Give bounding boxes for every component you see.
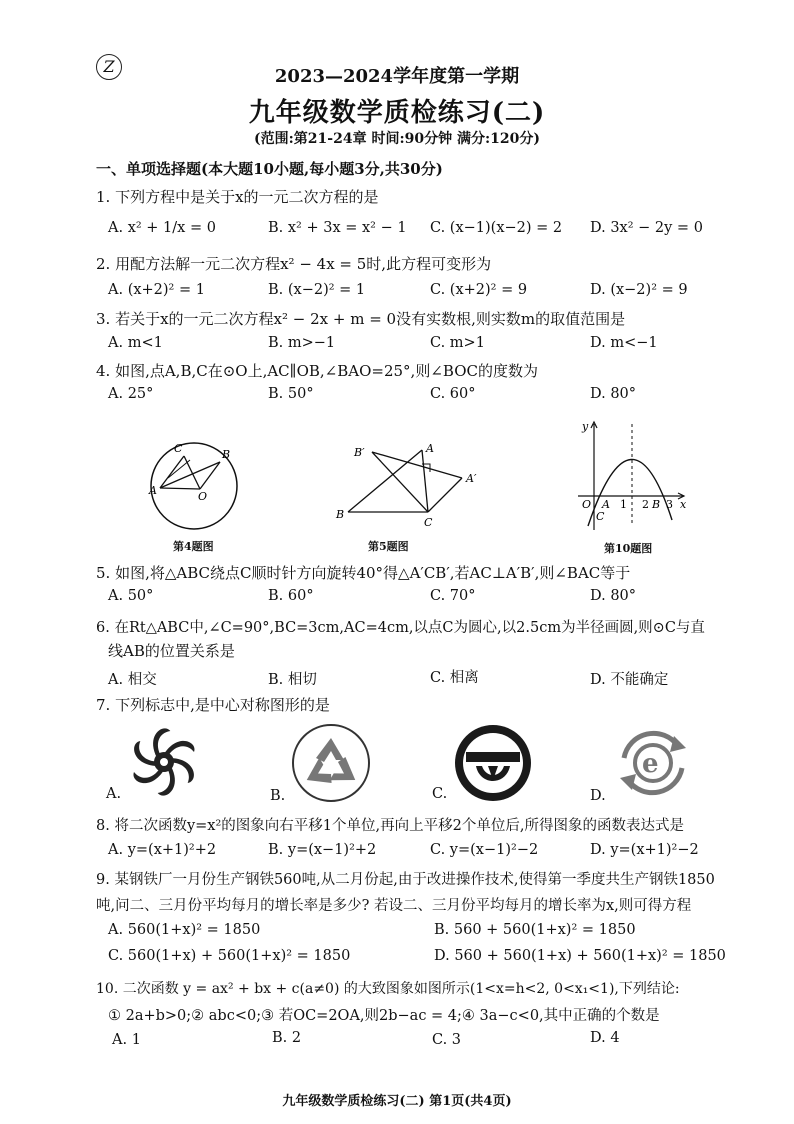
q10-stem-line2: ① 2a+b>0;② abc<0;③ 若OC=2OA,则2b−ac = 4;④ 3a−c<0,其中正确的个数是 [108,1008,660,1024]
q8-option-b: B. y=(x−1)²+2 [268,842,377,858]
svg-text:A: A [602,498,610,511]
svg-text:e: e [642,749,659,779]
svg-text:A: A [149,484,157,497]
svg-text:3: 3 [666,498,673,511]
q9-stem-line1: 9. 某钢铁厂一月份生产钢铁560吨,从二月份起,由于改进操作技术,使得第一季度共生产钢铁1850 [96,872,715,888]
q3-option-c: C. m>1 [430,335,485,351]
q5-stem: 5. 如图,将△ABC绕点C顺时针方向旋转40°得△A′CB′,若AC⊥A′B′,则∠BAC等于 [96,564,631,582]
q6-stem-line1: 6. 在Rt△ABC中,∠C=90°,BC=3cm,AC=4cm,以点C为圆心,以2.5cm为半径画圆,则⊙C与直 [96,620,705,636]
q3-option-b: B. m>−1 [268,335,336,351]
q10-option-c: C. 3 [432,1032,462,1048]
figure-10-parabola [574,416,694,538]
svg-text:C: C [424,516,433,529]
q7-stem: 7. 下列标志中,是中心对称图形的是 [96,696,330,714]
q5-option-a: A. 50° [108,588,154,604]
q6-option-c: C. 相离 [430,670,479,686]
logo-b-recycle-icon [290,722,372,804]
q3-option-a: A. m<1 [108,335,163,351]
q9-option-c: C. 560(1+x) + 560(1+x)² = 1850 [108,948,351,964]
q1-stem: 1. 下列方程中是关于x的一元二次方程的是 [96,188,379,206]
q1-option-a: A. x² + 1/x = 0 [108,220,216,236]
q6-stem-line2: 线AB的位置关系是 [108,642,235,660]
q2-option-c: C. (x+2)² = 9 [430,282,528,298]
q5-option-d: D. 80° [590,588,637,604]
q2-option-d: D. (x−2)² = 9 [590,282,688,298]
q8-option-d: D. y=(x+1)²−2 [590,842,699,858]
q1-option-d: D. 3x² − 2y = 0 [590,220,703,236]
figure-4-caption: 第4题图 [173,540,214,553]
svg-text:B: B [652,498,661,511]
svg-text:2: 2 [642,498,649,511]
svg-text:C: C [596,510,605,523]
figure-5-rotation [334,440,494,530]
q6-option-b: B. 相切 [268,672,317,688]
q9-option-d: D. 560 + 560(1+x) + 560(1+x)² = 1850 [434,948,726,964]
q9-option-b: B. 560 + 560(1+x)² = 1850 [434,922,636,938]
q1-option-c: C. (x−1)(x−2) = 2 [430,220,563,236]
logo-d-energy-icon [612,722,694,804]
q7-option-c: C. [432,786,448,802]
q9-option-a: A. 560(1+x)² = 1850 [108,922,261,938]
q1-option-b: B. x² + 3x = x² − 1 [268,220,407,236]
q5-option-b: B. 60° [268,588,314,604]
q2-option-b: B. (x−2)² = 1 [268,282,366,298]
q10-option-b: B. 2 [272,1030,302,1046]
q10-stem-line1: 10. 二次函数 y = ax² + bx + c(a≠0) 的大致图象如图所示(1<x=h<2, 0<x₁<1),下列结论: [96,981,680,997]
page-footer: 九年级数学质检练习(二) 第1页(共4页) [282,1094,512,1109]
year-line: 2023—2024学年度第一学期 [274,66,520,87]
svg-text:O: O [198,490,208,503]
q3-option-d: D. m<−1 [590,335,658,351]
svg-text:B: B [336,508,345,521]
svg-text:x: x [680,498,687,511]
svg-text:B′: B′ [354,446,365,459]
q4-option-a: A. 25° [108,386,154,402]
q4-option-d: D. 80° [590,386,637,402]
exam-info: (范围:第21-24章 时间:90分钟 满分:120分) [254,131,540,147]
logo-c-emblem-icon [452,722,534,804]
svg-text:C: C [174,442,183,455]
q10-option-d: D. 4 [590,1030,620,1046]
q2-stem: 2. 用配方法解一元二次方程x² − 4x = 5时,此方程可变形为 [96,255,492,273]
figure-4-circle [140,436,240,536]
q4-option-b: B. 50° [268,386,314,402]
q3-stem: 3. 若关于x的一元二次方程x² − 2x + m = 0没有实数根,则实数m的取值范围是 [96,310,626,328]
q6-option-a: A. 相交 [108,672,157,688]
q7-option-d: D. [590,788,606,804]
q4-stem: 4. 如图,点A,B,C在⊙O上,AC∥OB,∠BAO=25°,则∠BOC的度数为 [96,362,538,380]
q8-option-c: C. y=(x−1)²−2 [430,842,539,858]
svg-text:O: O [582,498,592,511]
svg-text:1: 1 [620,498,627,511]
svg-text:A: A [426,442,434,455]
q10-option-a: A. 1 [112,1032,141,1048]
q8-option-a: A. y=(x+1)²+2 [108,842,217,858]
q6-option-d: D. 不能确定 [590,672,669,688]
svg-text:B: B [222,448,231,461]
q7-option-b: B. [270,788,286,804]
logo-a-pinwheel-icon [124,722,204,802]
svg-text:A′: A′ [466,472,477,485]
figure-10-caption: 第10题图 [604,542,653,555]
q2-option-a: A. (x+2)² = 1 [108,282,205,298]
section-heading: 一、单项选择题(本大题10小题,每小题3分,共30分) [96,160,443,178]
q5-option-c: C. 70° [430,588,476,604]
q7-option-a: A. [106,786,122,802]
svg-text:y: y [582,420,589,433]
handwritten-mark: Z [96,54,122,80]
q4-option-c: C. 60° [430,386,476,402]
q8-stem: 8. 将二次函数y=x²的图象向右平移1个单位,再向上平移2个单位后,所得图象的函数表达式是 [96,818,684,834]
figure-5-caption: 第5题图 [368,540,409,553]
page-title: 九年级数学质检练习(二) [248,98,546,128]
q9-stem-line2: 吨,问二、三月份平均每月的增长率是多少? 若设二、三月份平均每月的增长率为x,则可得方程 [96,898,692,914]
